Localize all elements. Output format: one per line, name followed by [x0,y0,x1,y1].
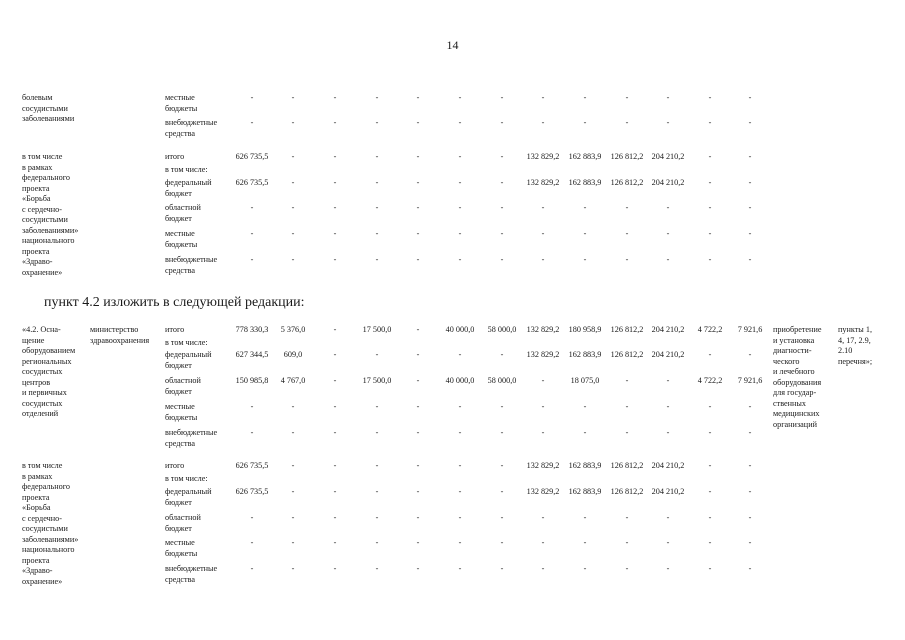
empty-value-cell: - [250,203,254,212]
empty-value-cell: - [625,538,629,547]
empty-value-cell: - [416,178,420,187]
empty-value-cell: - [333,538,337,547]
empty-value-cell: - [708,538,712,547]
empty-value-cell: - [500,229,504,238]
empty-value-cell: - [458,255,462,264]
empty-value-cell: - [291,152,295,161]
value-cell: 132 829,2 [526,461,560,470]
empty-value-cell: - [583,255,587,264]
empty-value-cell: - [333,255,337,264]
empty-value-cell: - [748,229,752,238]
row-group-name: в том числе в рамках федерального проекта «Борьба с сердечно- сосудистыми заболеваниями» национального проекта «Здраво- охранение» [22,461,79,586]
value-cell: 126 812,2 [610,152,644,161]
empty-value-cell: - [708,178,712,187]
empty-value-cell: - [416,487,420,496]
value-cell: 626 735,5 [235,178,269,187]
empty-value-cell: - [250,229,254,238]
funding-source-label: областной бюджет [165,376,201,396]
funding-source-label: внебюджетные средства [165,255,218,275]
empty-value-cell: - [458,538,462,547]
empty-value-cell: - [458,564,462,573]
empty-value-cell: - [416,461,420,470]
empty-value-cell: - [375,564,379,573]
empty-value-cell: - [666,513,670,522]
empty-value-cell: - [458,229,462,238]
value-cell: 126 812,2 [610,178,644,187]
value-cell: 204 210,2 [651,152,685,161]
empty-value-cell: - [708,564,712,573]
empty-value-cell: - [748,118,752,127]
empty-value-cell: - [500,461,504,470]
empty-value-cell: - [333,402,337,411]
empty-value-cell: - [583,118,587,127]
empty-value-cell: - [666,255,670,264]
empty-value-cell: - [375,229,379,238]
empty-value-cell: - [500,350,504,359]
empty-value-cell: - [416,538,420,547]
row-group-name: «4.2. Осна- щение оборудованием региональных сосудистых центров и первичных сосудистых отделений [22,325,76,418]
empty-value-cell: - [748,255,752,264]
value-cell: 204 210,2 [651,325,685,334]
empty-value-cell: - [291,402,295,411]
empty-value-cell: - [708,255,712,264]
value-cell: 204 210,2 [651,461,685,470]
empty-value-cell: - [625,402,629,411]
empty-value-cell: - [416,152,420,161]
empty-value-cell: - [583,203,587,212]
funding-source-label: внебюджетные средства [165,118,218,138]
empty-value-cell: - [291,229,295,238]
value-cell: 204 210,2 [651,350,685,359]
empty-value-cell: - [375,461,379,470]
empty-value-cell: - [708,513,712,522]
empty-value-cell: - [748,203,752,212]
reference-cell: пункты 1, 4, 17, 2.9, 2.10 перечня»; [838,325,873,366]
empty-value-cell: - [458,93,462,102]
funding-source-label: областной бюджет [165,203,201,223]
empty-value-cell: - [416,255,420,264]
empty-value-cell: - [375,118,379,127]
value-cell: 126 812,2 [610,461,644,470]
empty-value-cell: - [333,564,337,573]
empty-value-cell: - [458,487,462,496]
funding-source-label: местные бюджеты [165,402,198,422]
empty-value-cell: - [708,229,712,238]
result-cell: приобретение и установка диагности- ческого и лечебного оборудования для государ- ственных медицинских организаций [773,325,822,429]
empty-value-cell: - [250,402,254,411]
value-cell: 132 829,2 [526,325,560,334]
empty-value-cell: - [416,325,420,334]
empty-value-cell: - [541,428,545,437]
empty-value-cell: - [541,255,545,264]
empty-value-cell: - [375,255,379,264]
value-cell: 18 075,0 [570,376,600,385]
value-cell: 58 000,0 [487,325,517,334]
empty-value-cell: - [748,428,752,437]
funding-source-label: федеральный бюджет [165,487,212,507]
empty-value-cell: - [500,93,504,102]
empty-value-cell: - [625,376,629,385]
empty-value-cell: - [748,152,752,161]
empty-value-cell: - [250,428,254,437]
empty-value-cell: - [333,229,337,238]
empty-value-cell: - [416,350,420,359]
empty-value-cell: - [583,428,587,437]
empty-value-cell: - [666,564,670,573]
empty-value-cell: - [250,118,254,127]
value-cell: 17 500,0 [362,376,392,385]
funding-source-label: итого [165,152,185,161]
value-cell: 4 767,0 [280,376,306,385]
empty-value-cell: - [291,178,295,187]
empty-value-cell: - [748,564,752,573]
empty-value-cell: - [416,203,420,212]
value-cell: 40 000,0 [445,376,475,385]
value-cell: 627 344,5 [235,350,269,359]
empty-value-cell: - [375,203,379,212]
row-group-name: болевым сосудистыми заболеваниями [22,93,75,123]
empty-value-cell: - [666,402,670,411]
funding-source-label: федеральный бюджет [165,178,212,198]
funding-source-label: внебюджетные средства [165,564,218,584]
value-cell: 5 376,0 [280,325,306,334]
empty-value-cell: - [291,428,295,437]
value-cell: 7 921,6 [737,376,763,385]
empty-value-cell: - [666,118,670,127]
value-cell: 132 829,2 [526,178,560,187]
empty-value-cell: - [416,402,420,411]
empty-value-cell: - [541,538,545,547]
empty-value-cell: - [666,376,670,385]
empty-value-cell: - [748,178,752,187]
value-cell: 132 829,2 [526,350,560,359]
value-cell: 126 812,2 [610,487,644,496]
empty-value-cell: - [666,538,670,547]
empty-value-cell: - [333,513,337,522]
value-cell: 17 500,0 [362,325,392,334]
funding-source-label: местные бюджеты [165,229,198,249]
empty-value-cell: - [625,564,629,573]
executor-cell: министерство здравоохранения [90,325,150,345]
value-cell: 609,0 [283,350,303,359]
empty-value-cell: - [500,402,504,411]
empty-value-cell: - [583,402,587,411]
empty-value-cell: - [291,93,295,102]
empty-value-cell: - [500,487,504,496]
value-cell: 132 829,2 [526,487,560,496]
empty-value-cell: - [500,513,504,522]
value-cell: 626 735,5 [235,487,269,496]
empty-value-cell: - [625,203,629,212]
value-cell: 126 812,2 [610,325,644,334]
empty-value-cell: - [500,538,504,547]
empty-value-cell: - [375,402,379,411]
empty-value-cell: - [333,93,337,102]
empty-value-cell: - [375,152,379,161]
empty-value-cell: - [291,255,295,264]
value-cell: 40 000,0 [445,325,475,334]
empty-value-cell: - [458,428,462,437]
value-cell: 4 722,2 [697,325,723,334]
section-heading: пункт 4.2 изложить в следующей редакции: [44,295,305,310]
empty-value-cell: - [583,229,587,238]
funding-source-label: местные бюджеты [165,538,198,558]
empty-value-cell: - [333,118,337,127]
value-cell: 162 883,9 [568,152,602,161]
empty-value-cell: - [416,229,420,238]
value-cell: 162 883,9 [568,461,602,470]
empty-value-cell: - [250,538,254,547]
empty-value-cell: - [416,564,420,573]
empty-value-cell: - [291,487,295,496]
empty-value-cell: - [583,93,587,102]
value-cell: 778 330,3 [235,325,269,334]
empty-value-cell: - [666,203,670,212]
empty-value-cell: - [291,118,295,127]
empty-value-cell: - [333,461,337,470]
empty-value-cell: - [375,178,379,187]
value-cell: 180 958,9 [568,325,602,334]
empty-value-cell: - [748,93,752,102]
empty-value-cell: - [458,203,462,212]
empty-value-cell: - [666,93,670,102]
funding-source-label: федеральный бюджет [165,350,212,370]
funding-source-label: местные бюджеты [165,93,198,113]
empty-value-cell: - [748,461,752,470]
empty-value-cell: - [541,513,545,522]
empty-value-cell: - [416,118,420,127]
empty-value-cell: - [748,487,752,496]
value-cell: 626 735,5 [235,461,269,470]
value-cell: 626 735,5 [235,152,269,161]
empty-value-cell: - [458,118,462,127]
empty-value-cell: - [748,538,752,547]
empty-value-cell: - [708,487,712,496]
empty-value-cell: - [375,93,379,102]
empty-value-cell: - [708,428,712,437]
empty-value-cell: - [708,350,712,359]
empty-value-cell: - [458,350,462,359]
empty-value-cell: - [291,538,295,547]
empty-value-cell: - [291,203,295,212]
empty-value-cell: - [458,461,462,470]
empty-value-cell: - [583,513,587,522]
empty-value-cell: - [500,255,504,264]
value-cell: 4 722,2 [697,376,723,385]
empty-value-cell: - [333,178,337,187]
empty-value-cell: - [708,461,712,470]
empty-value-cell: - [748,402,752,411]
value-cell: 150 985,8 [235,376,269,385]
empty-value-cell: - [625,93,629,102]
empty-value-cell: - [250,564,254,573]
empty-value-cell: - [625,513,629,522]
empty-value-cell: - [416,428,420,437]
empty-value-cell: - [541,118,545,127]
empty-value-cell: - [541,376,545,385]
empty-value-cell: - [708,118,712,127]
empty-value-cell: - [500,203,504,212]
empty-value-cell: - [583,538,587,547]
empty-value-cell: - [708,203,712,212]
empty-value-cell: - [625,428,629,437]
value-cell: 7 921,6 [737,325,763,334]
empty-value-cell: - [748,350,752,359]
empty-value-cell: - [333,376,337,385]
empty-value-cell: - [541,203,545,212]
empty-value-cell: - [500,564,504,573]
empty-value-cell: - [333,203,337,212]
funding-source-label: в том числе: [165,338,208,347]
empty-value-cell: - [375,350,379,359]
page-number: 14 [446,38,459,52]
funding-source-label: в том числе: [165,474,208,483]
empty-value-cell: - [748,513,752,522]
empty-value-cell: - [541,564,545,573]
value-cell: 204 210,2 [651,178,685,187]
empty-value-cell: - [250,255,254,264]
funding-source-label: областной бюджет [165,513,201,533]
empty-value-cell: - [250,513,254,522]
value-cell: 58 000,0 [487,376,517,385]
funding-source-label: итого [165,461,185,470]
empty-value-cell: - [708,93,712,102]
empty-value-cell: - [500,178,504,187]
empty-value-cell: - [416,376,420,385]
empty-value-cell: - [333,325,337,334]
empty-value-cell: - [333,350,337,359]
empty-value-cell: - [458,152,462,161]
empty-value-cell: - [666,229,670,238]
empty-value-cell: - [500,428,504,437]
empty-value-cell: - [291,461,295,470]
empty-value-cell: - [500,118,504,127]
empty-value-cell: - [500,152,504,161]
empty-value-cell: - [375,513,379,522]
funding-source-label: итого [165,325,185,334]
empty-value-cell: - [375,538,379,547]
empty-value-cell: - [625,118,629,127]
empty-value-cell: - [416,513,420,522]
empty-value-cell: - [250,93,254,102]
value-cell: 162 883,9 [568,178,602,187]
empty-value-cell: - [458,178,462,187]
empty-value-cell: - [333,152,337,161]
empty-value-cell: - [666,428,670,437]
value-cell: 162 883,9 [568,350,602,359]
empty-value-cell: - [625,229,629,238]
empty-value-cell: - [708,152,712,161]
empty-value-cell: - [583,564,587,573]
empty-value-cell: - [333,487,337,496]
empty-value-cell: - [291,564,295,573]
row-group-name: в том числе в рамках федерального проекта «Борьба с сердечно- сосудистыми заболеваниями» национального проекта «Здраво- охранение» [22,152,79,277]
value-cell: 132 829,2 [526,152,560,161]
empty-value-cell: - [416,93,420,102]
funding-source-label: внебюджетные средства [165,428,218,448]
empty-value-cell: - [541,229,545,238]
value-cell: 126 812,2 [610,350,644,359]
empty-value-cell: - [541,402,545,411]
empty-value-cell: - [375,487,379,496]
empty-value-cell: - [375,428,379,437]
empty-value-cell: - [708,402,712,411]
empty-value-cell: - [458,402,462,411]
empty-value-cell: - [333,428,337,437]
value-cell: 204 210,2 [651,487,685,496]
empty-value-cell: - [458,513,462,522]
empty-value-cell: - [541,93,545,102]
empty-value-cell: - [291,513,295,522]
empty-value-cell: - [625,255,629,264]
funding-source-label: в том числе: [165,165,208,174]
value-cell: 162 883,9 [568,487,602,496]
